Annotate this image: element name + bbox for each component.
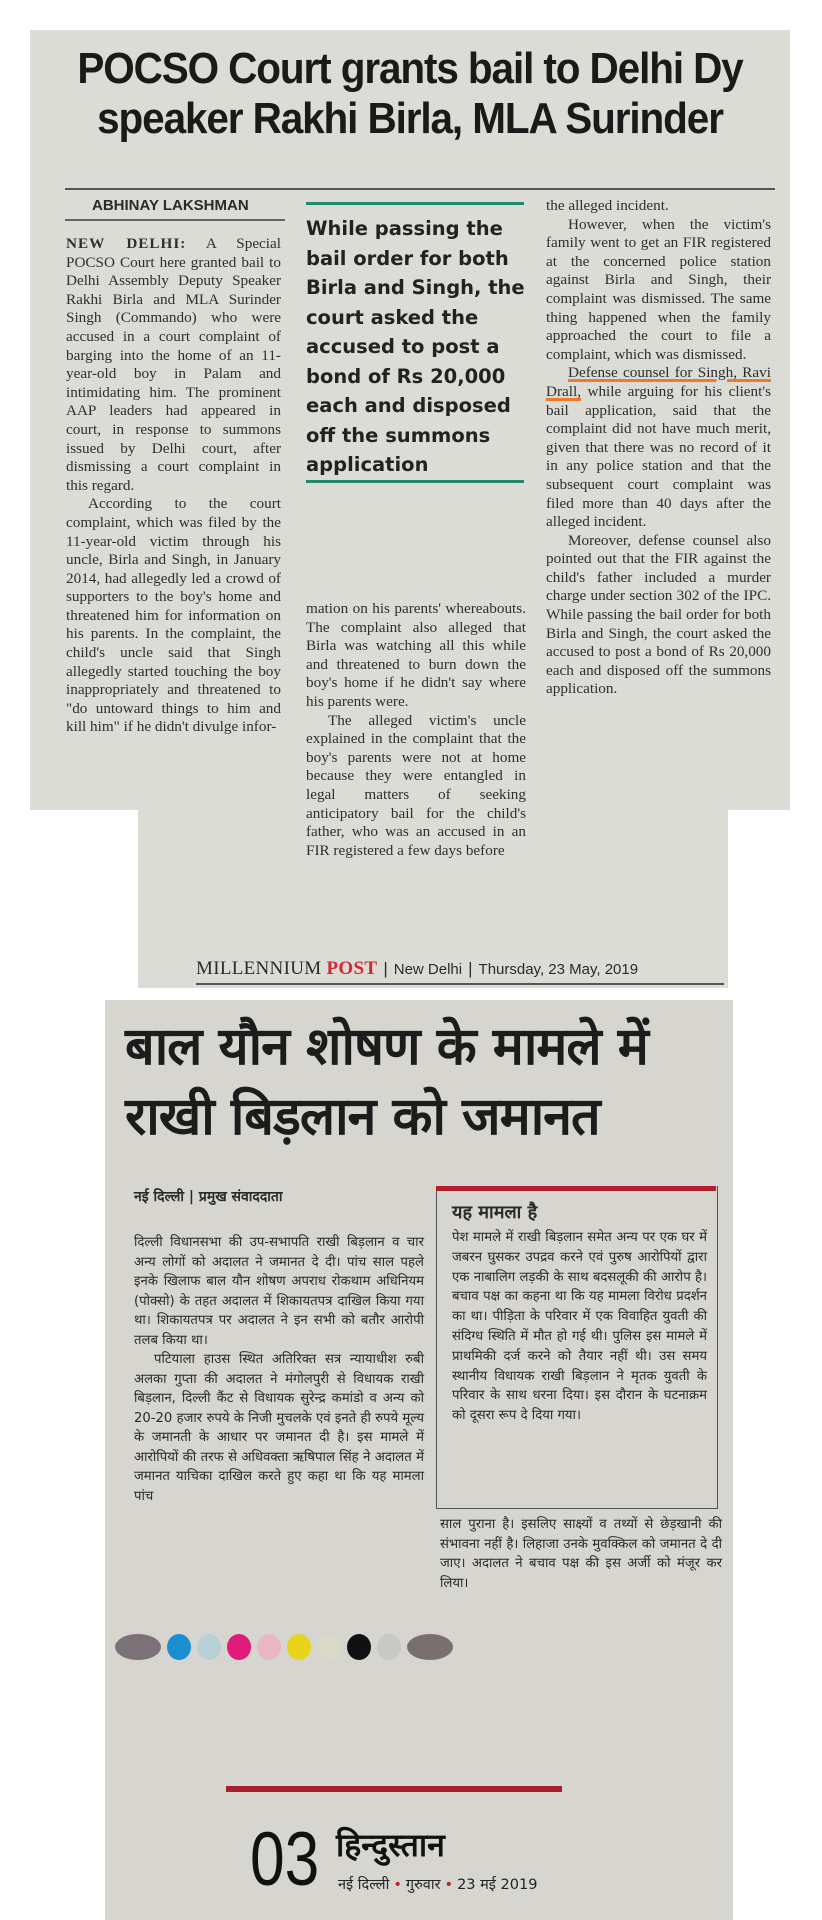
hindi-column-2 — [440, 1515, 722, 1593]
dateline: NEW DELHI: — [66, 235, 187, 252]
headline-divider — [65, 188, 775, 190]
footer-date: Thursday, 23 May, 2019 — [478, 961, 639, 978]
registration-mark — [377, 1634, 401, 1660]
pull-quote-rule-top — [306, 202, 524, 205]
registration-mark — [287, 1634, 311, 1660]
hindi-footer-rule — [226, 1786, 562, 1792]
pull-quote: While passing the bail order for both Birla and Singh, the court asked the accused to post a bond of Rs 20,000 each and disposed off the summons application — [306, 217, 525, 476]
article-column-1 — [66, 235, 281, 737]
highlighted-text: Defense counsel for Singh, Ravi Drall, — [546, 364, 771, 400]
paragraph: while arguing for his client's bail application, said that the complaint did not have much merit, given that there was no record of it in any police station and that the subsequent court complaint was filed more than 40 days after the alleged incident. — [546, 382, 771, 531]
footer-city: New Delhi — [393, 961, 463, 978]
paragraph: the alleged incident. — [546, 197, 669, 214]
article-column-3 — [546, 197, 771, 699]
paragraph: A Special POCSO Court here granted bail to Delhi Assembly Deputy Speaker Rakhi Birla and MLA Surinder Singh (Commando) who were accused in a court complaint of barging into the home of an 11-year-old boy in Palam and intimidating him. The prominent AAP leaders had appeared in court, in response to summons issued by Delhi court, after dismissing a court complaint in this regard. — [66, 235, 281, 494]
registration-mark — [317, 1634, 341, 1660]
registration-mark — [257, 1634, 281, 1660]
paragraph: साल पुराना है। इसलिए साक्ष्यों व तथ्यों से छेड़खानी की संभावना नहीं है। लिहाजा उनके मुवक्किल को जमानत दे दी जाए। अदालत ने बचाव पक्ष की इस अर्जी को मंजूर कर लिया। — [440, 1517, 722, 1591]
registration-mark — [407, 1634, 453, 1660]
paragraph: Moreover, defense counsel also pointed out that the FIR against the child's father included a murder charge under section 302 of the IPC. While passing the bail order for both Birla and Singh, the court asked the accused to post a bond of Rs 20,000 each and disposed off the summons application. — [546, 531, 771, 698]
hindi-newspaper-logo: हिन्दुस्तान — [336, 1826, 445, 1864]
print-registration-marks — [115, 1634, 453, 1660]
info-box-accent-bar — [436, 1186, 716, 1191]
hindi-headline: बाल यौन शोषण के मामले में राखी बिड़लान को जमानत — [125, 1017, 648, 1147]
paragraph: The alleged victim's uncle explained in the complaint that the boy's parents were not at home because they were entangled in legal matters of seeking anticipatory bail for the child's father, who was an accused in an FIR registered a few days before — [306, 711, 526, 859]
info-box-text: पेश मामले में राखी बिड़लान समेत अन्य पर एक घर में जबरन घुसकर उपद्रव करने एवं पुरुष आरोपियों द्वारा एक नाबालिग लड़की के साथ बदसलूकी की आरोप है। बचाव पक्ष का कहना था कि यह मामला विरोध प्रदर्शन का था। पीड़िता के परिवार में एक विवाहित युवती की संदिग्ध स्थिति में मौत हो गई थी। पुलिस इस मामले में प्राथमिकी दर्ज करने को तैयार नहीं थी। उस समय स्थानीय विधायक राखी बिड़लान ने मृतक युवती के परिवार के साथ धरना दिया। इस दौरान के घटनाक्रम को दूसरा रूप दे दिया गया। — [452, 1230, 707, 1424]
newspaper-logo: MILLENNIUM POST — [196, 958, 378, 979]
paragraph: mation on his parents' whereabouts. The complaint also alleged that Birla was watching all this while and threatened to burn down the boy's home if he didn't say where his parents were. — [306, 600, 526, 710]
registration-mark — [347, 1634, 371, 1660]
footer-divider — [196, 983, 724, 985]
english-headline: POCSO Court grants bail to Delhi Dy speaker Rakhi Birla, MLA Surinder — [77, 44, 743, 143]
hindi-column-1 — [134, 1233, 424, 1506]
registration-mark — [115, 1634, 161, 1660]
hindi-byline: नई दिल्ली | प्रमुख संवाददाता — [134, 1189, 283, 1205]
page-number: 03 — [250, 1817, 320, 1902]
registration-mark — [197, 1634, 221, 1660]
pull-quote-rule-bottom — [306, 480, 524, 483]
byline: ABHINAY LAKSHMAN — [92, 197, 249, 214]
registration-mark — [227, 1634, 251, 1660]
paragraph: पटियाला हाउस स्थित अतिरिक्त सत्र न्यायाधीश रुबी अलका गुप्ता की अदालत ने मंगोलपुरी से विधायक राखी बिड़लान, दिल्ली कैंट से विधायक सुरेन्द्र कमांडो व अन्य को 20-20 हजार रुपये के निजी मुचलके एवं इनते ही रुपये मूल्य के जमानती के आधार पर जमानत दी है। इस मामले में आरोपियों की तरफ से अधिवक्ता ऋषिपाल सिंह ने अदालत में जमानत याचिका दाखिल करते हुए कहा था कि यह मामला पांच — [134, 1352, 424, 1504]
paragraph: According to the court complaint, which was filed by the 11-year-old victim through his uncle, Birla and Singh, in January 2014, had allegedly led a crowd of supporters to the boy's home and threatened him for information on his parents. In the complaint, the child's uncle said that Singh allegedly started touching the boy inappropriately and threatened to "do untoward things to him and kill him" if he didn't divulge infor- — [66, 495, 281, 736]
hindi-footer-dateline: नई दिल्ली • गुरुवार • 23 मई 2019 — [338, 1877, 538, 1893]
newspaper-footer: MILLENNIUM POST | New Delhi | Thursday, 23 May, 2019 — [196, 958, 639, 979]
byline-divider — [65, 219, 285, 221]
paragraph: दिल्ली विधानसभा की उप-सभापति राखी बिड़लान व चार अन्य लोगों को अदालत ने जमानत दे दी। पांच साल पहले इनके खिलाफ बाल यौन शोषण अपराध रोकथाम अधिनियम (पोक्सो) के तहत अदालत में शिकायतपत्र दाखिल किया गया था। शिकायतपत्र पर अदालत ने इन सभी को बतौर आरोपी तलब किया था। — [134, 1235, 424, 1348]
article-column-2 — [306, 600, 526, 860]
info-box-title: यह मामला है — [452, 1202, 538, 1223]
paragraph: However, when the victim's family went to get an FIR registered at the concerned police station against Birla and Singh, their complaint was dismissed. The same thing happened when the family approached the court to file a complaint, which was dismissed. — [546, 215, 771, 363]
registration-mark — [167, 1634, 191, 1660]
